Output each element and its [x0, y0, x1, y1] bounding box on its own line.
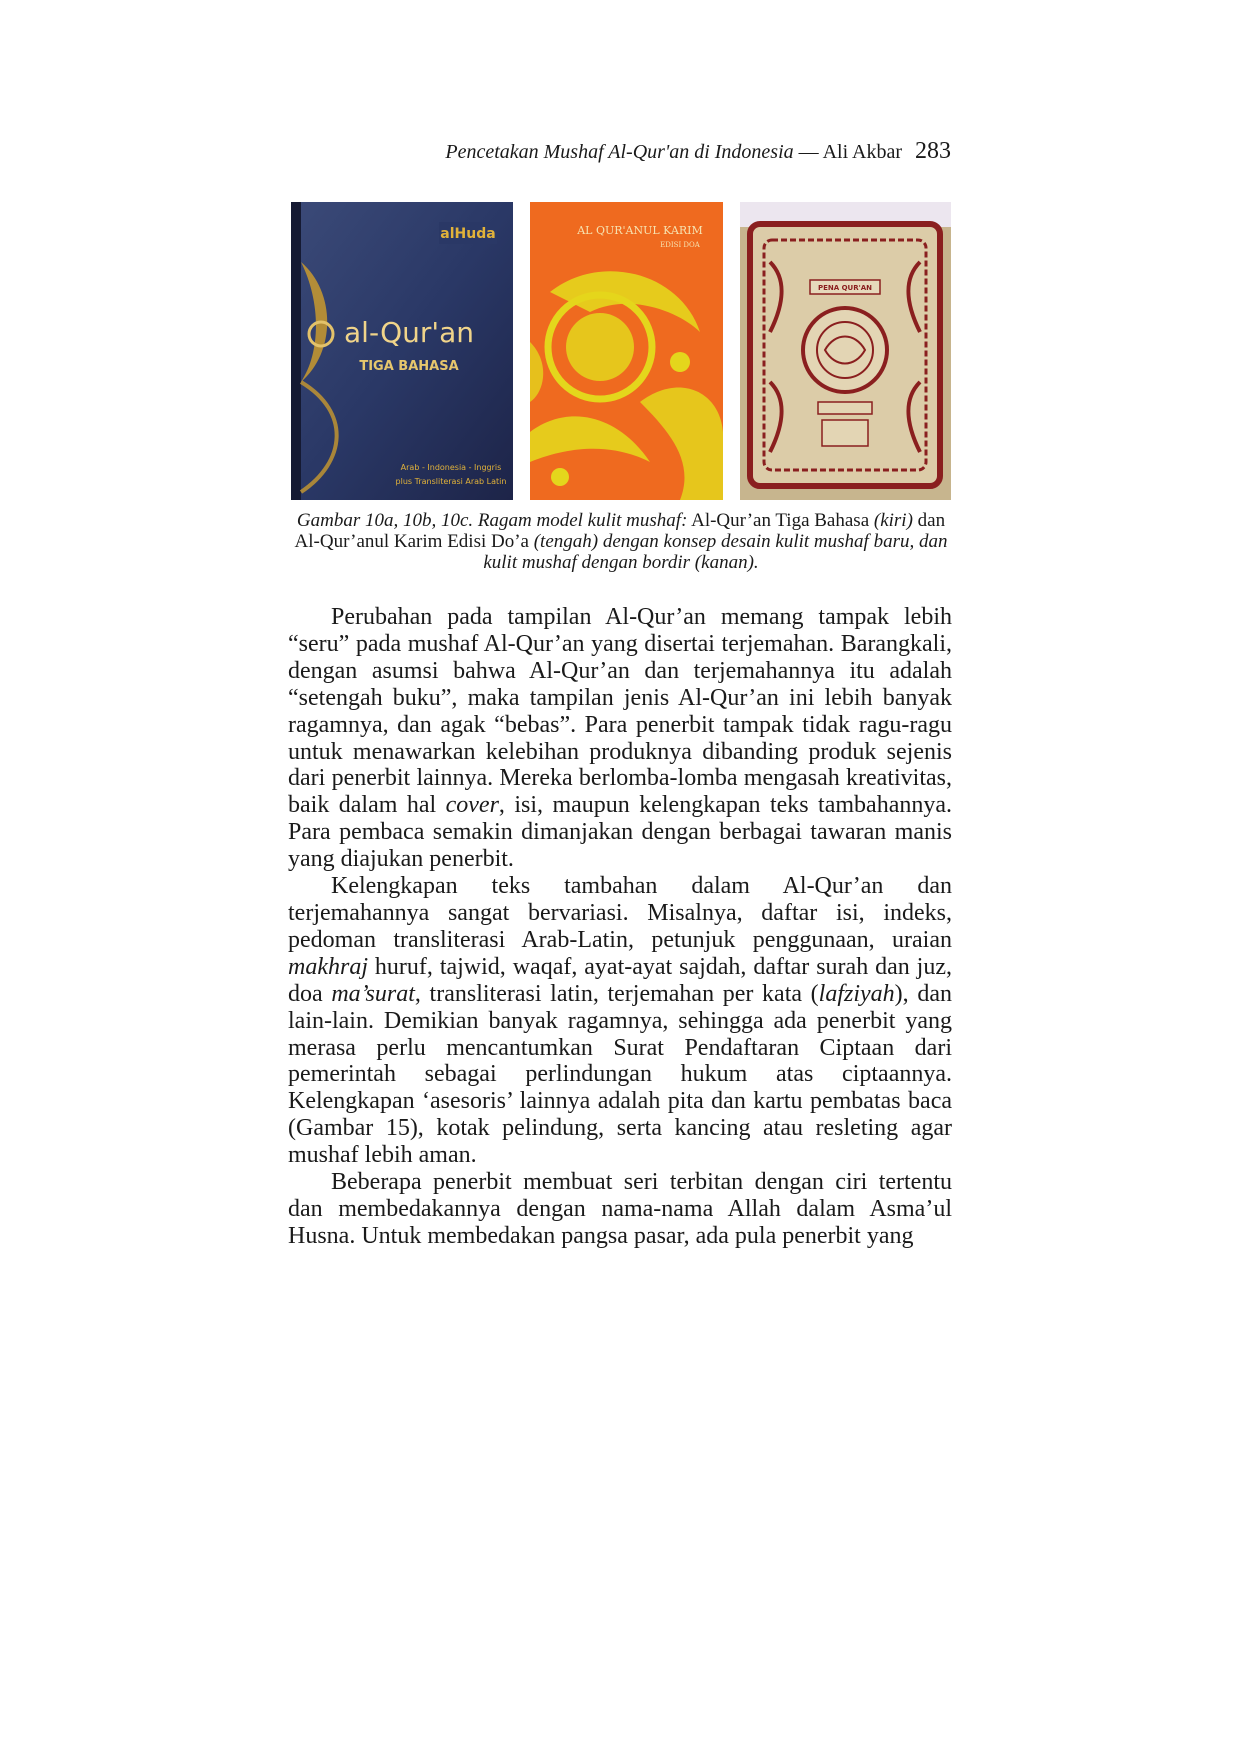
paragraph-2-text-b: huruf, tajwid, waqaf, ayat-ayat sajdah, daftar surah dan juz, doa — [288, 953, 952, 1007]
cover-b-title: AL QUR'ANUL KARIM — [577, 224, 703, 237]
paragraph-1-text-a: Perubahan pada tampilan Al-Qur’an memang tampak lebih “seru” pada mushaf Al-Qur’an yang disertai terjemahan. Barangkali, dengan asumsi bahwa Al-Qur’an dan terjemahannya itu adalah “setengah buku”, maka tampilan jenis Al-Qur’an ini lebih banyak ragamnya, dan agak “bebas”. Para penerbit tampak tidak ragu-ragu untuk menawarkan kelebihan produknya dibanding produk sejenis dari penerbit lainnya. Mereka berlomba-lomba mengasah kreativitas, baik dalam hal — [288, 604, 952, 819]
paragraph-1-text-b: , isi, maupun kelengkapan teks tambahannya. Para pembaca semakin dimanjakan dengan berbagai tawaran manis yang diajukan penerbit. — [288, 792, 952, 873]
caption-label: Gambar 10a, 10b, 10c. Ragam model kulit mushaf: — [296, 510, 688, 531]
caption-position-left: (kiri) — [873, 510, 913, 531]
paragraph-2-text-d: ), dan lain-lain. Demikian banyak ragamnya, sehingga ada penerbit yang merasa perlu mencantumkan Surat Pendaftaran Ciptaan dari pemerintah sebagai perlindungan hukum atas ciptaannya. Kelengkapan ‘asesoris’ lainnya adalah pita dan kartu pembatas baca (Gambar 15), kotak pelindung, serta kancing atau resleting agar mushaf lebih aman. — [288, 980, 952, 1169]
paragraph-2-emphasis-1: makhraj — [288, 953, 368, 980]
cover-b-subtitle: EDISI DOA — [660, 241, 700, 249]
cover-image-tiga-bahasa — [291, 202, 513, 500]
caption-title-2: dan Al-Qur’anul Karim Edisi Do’a — [294, 510, 946, 552]
running-header — [290, 138, 951, 165]
cover-a-languages: Arab - Indonesia - Inggris — [400, 463, 502, 472]
paragraph-2-emphasis-3: lafziyah — [818, 980, 895, 1007]
header-dash: — — [798, 141, 819, 163]
paragraph-2-text-c: , transliterasi latin, terjemahan per kata ( — [414, 980, 819, 1007]
paragraph-2-emphasis-2: ma’surat — [331, 980, 415, 1007]
caption-description: (tengah) dengan konsep desain kulit mushaf baru, dan kulit mushaf dengan bordir (kanan). — [483, 531, 948, 573]
cover-c-label: PENA QUR'AN — [817, 284, 873, 292]
body-text — [288, 604, 952, 1250]
caption-title-1: Al-Qur’an Tiga Bahasa — [687, 510, 874, 531]
cover-image-bordir — [740, 202, 951, 500]
figure-covers — [291, 202, 951, 500]
paragraph-2-text-a: Kelengkapan teks tambahan dalam Al-Qur’an dan terjemahannya sangat bervariasi. Misalnya, daftar isi, indeks, pedoman transliterasi Arab-Latin, petunjuk penggunaan, uraian — [288, 873, 952, 953]
cover-a-title: al-Qur'an — [344, 316, 474, 349]
paragraph-3-text: Beberapa penerbit membuat seri terbitan dengan ciri tertentu dan membedakannya dengan nama-nama Allah dalam Asma’ul Husna. Untuk membedakan pangsa pasar, ada pula penerbit yang — [288, 1169, 952, 1249]
page-number: 283 — [915, 138, 951, 164]
paragraph-1 — [288, 604, 952, 873]
paragraph-1-emphasis: cover — [445, 792, 499, 819]
header-title: Pencetakan Mushaf Al-Qur'an di Indonesia — [445, 141, 794, 163]
paragraph-2 — [288, 873, 952, 1169]
header-author: Ali Akbar — [822, 141, 902, 163]
cover-a-subtitle: TIGA BAHASA — [359, 359, 459, 374]
cover-a-extra: plus Transliterasi Arab Latin — [395, 477, 507, 486]
cover-a-logo: alHuda — [440, 226, 496, 242]
paragraph-3 — [288, 1169, 952, 1250]
figure-caption — [291, 510, 951, 573]
cover-image-quranul-karim — [530, 202, 723, 500]
